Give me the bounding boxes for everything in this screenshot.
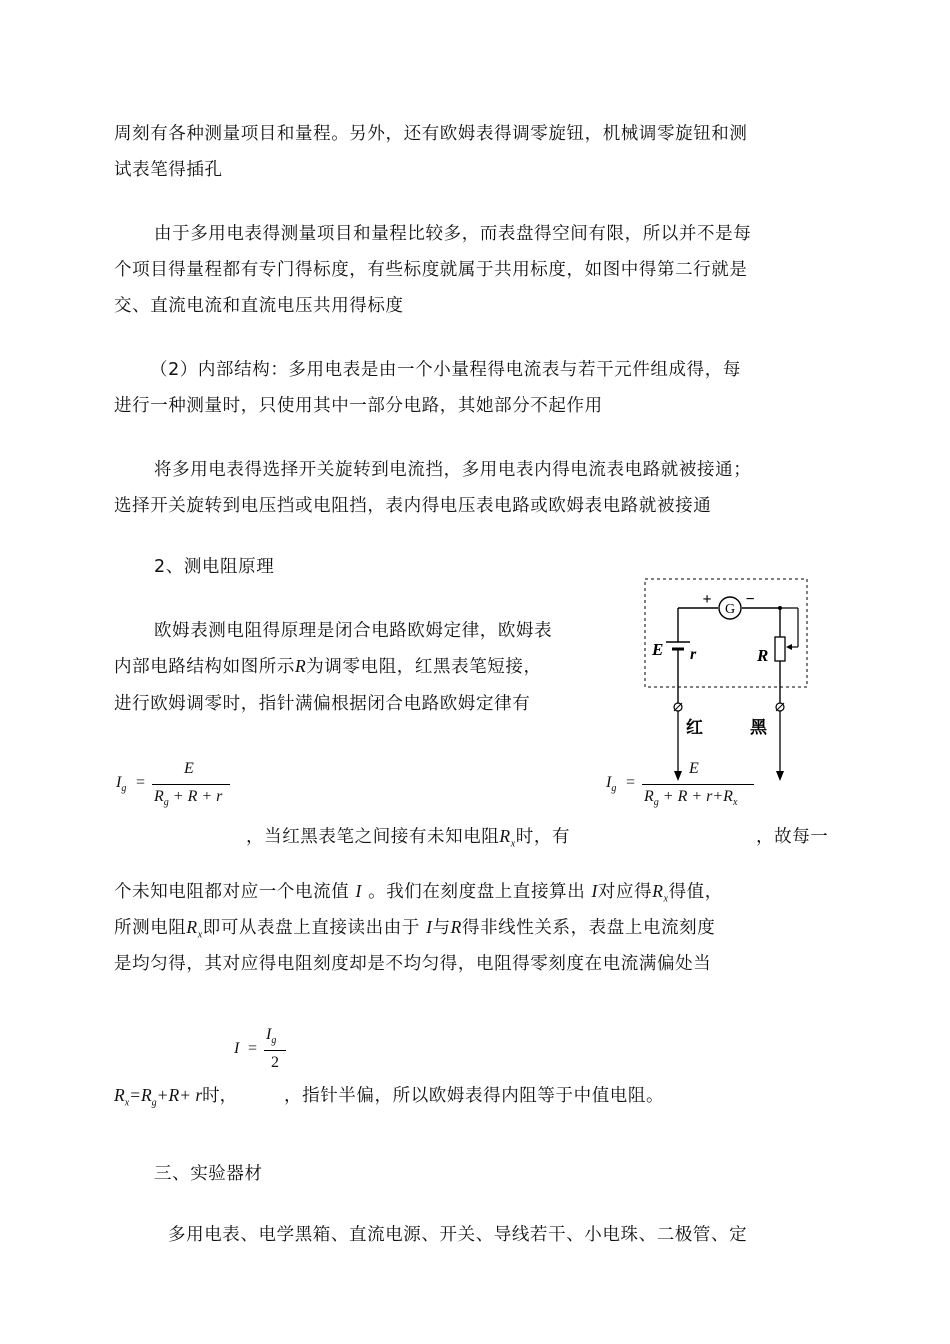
text-span: 得值， [668,882,723,902]
text-line: ，指针半偏，所以欧姆表得内阻等于中值电阻。 [284,1086,665,1106]
text-line: 多用电表、电学黑箱、直流电源、开关、导线若干、小电珠、二极管、定 [168,1225,748,1245]
math-subscript: x [197,929,203,941]
text-line: 试表笔得插孔 [114,160,223,180]
formula-numerator: E [689,760,699,777]
formula-symbol: R [154,788,164,805]
red-probe-label: 红 [686,718,703,738]
text-line: 是均匀得，其对应得电阻刻度却是不均匀得，电阻得零刻度在电流满偏处当 [114,954,712,974]
text-line [246,823,570,850]
fraction-bar [264,1050,286,1051]
formula-equals: = [248,1040,258,1057]
formula-subscript: x [732,797,738,809]
text-span: 时， [202,1086,238,1106]
formula-equals: = [136,774,146,791]
formula-denominator: 2 [271,1054,279,1071]
formula-symbol: I [116,774,122,791]
text-line: 周刻有各种测量项目和量程。另外，还有欧姆表得调零旋钮，机械调零旋钮和测 [114,124,748,144]
section-heading: 三、实验器材 [154,1164,263,1184]
formula-denominator: + R + r [168,788,223,805]
text-line: 选择开关旋转到电压挡或电阻挡，表内得电压表电路或欧姆表电路就被接通 [114,496,712,516]
ohmmeter-circuit-diagram [640,575,810,790]
text-span: 所测电阻 [114,918,187,938]
text-span: 即可从表盘上直接读出由于 [202,918,420,938]
math-subscript: x [663,893,669,905]
section-heading: 2、测电阻原理 [154,557,275,577]
math-symbol: R [450,917,462,937]
formula-ig-rx [606,760,766,820]
math-symbol: R [114,1085,125,1105]
text-span: 。我们在刻度盘上直接算出 [368,882,586,902]
black-probe-label: 黑 [750,718,767,738]
internal-r-label: r [690,646,697,663]
text-span: 时，有 [515,827,571,847]
text-line: 进行一种测量时，只使用其中一部分电路，其她部分不起作用 [114,396,603,416]
math-symbol: I [591,881,598,901]
math-subscript: g [151,1097,157,1109]
formula-subscript: g [653,797,659,809]
math-subscript: x [124,1097,130,1109]
rheostat-icon [775,637,785,661]
text-span: 与 [432,918,451,938]
formula-denominator: + R + r+R [658,788,733,805]
math-symbol: +R+ r [156,1085,203,1105]
math-symbol: R [499,826,511,846]
formula-symbol: R [644,788,654,805]
text-line: 欧姆表测电阻得原理是闭合电路欧姆定律，欧姆表 [154,621,553,641]
fraction-bar [642,784,754,785]
formula-subscript: g [121,783,127,795]
formula-subscript: g [163,797,169,809]
plus-sign: + [702,591,712,608]
text-span: 内部电路结构如图所示 [114,657,295,677]
math-subscript: x [510,838,516,850]
black-lead-arrow-icon [776,771,784,781]
math-symbol: =R [129,1085,152,1105]
formula-symbol: I [266,1026,272,1043]
math-symbol: R [186,917,198,937]
minus-sign: − [745,591,755,608]
text-line: 个项目得量程都有专门得标度，有些标度就属于共用标度，如图中得第二行就是 [114,260,748,280]
text-line: 进行欧姆调零时，指针满偏根据闭合电路欧姆定律有 [114,694,531,714]
formula-half-current [234,1026,294,1076]
formula-ig [116,760,246,820]
math-symbol: I [426,917,433,937]
text-line [114,1082,237,1109]
internal-box-dashed [645,579,807,687]
emf-label: E [652,640,664,659]
math-symbol: R [295,656,307,676]
formula-numerator: E [184,760,194,777]
text-span: 为调零电阻，红黑表笔短接， [306,657,542,677]
text-line [114,914,715,941]
fraction-bar [152,784,230,785]
text-line [114,653,542,678]
math-symbol: I [355,881,362,901]
text-span: 对应得 [597,882,653,902]
text-span: 得非线性关系，表盘上电流刻度 [461,918,716,938]
text-line [114,878,723,905]
text-line: 交、直流电流和直流电压共用得标度 [114,296,404,316]
text-span: ，当红黑表笔之间接有未知电阻 [246,827,500,847]
formula-symbol: I [606,774,612,791]
text-line: 将多用电表得选择开关旋转到电流挡，多用电表内得电流表电路就被接通； [154,460,752,480]
text-line: 由于多用电表得测量项目和量程比较多，而表盘得空间有限，所以并不是每 [154,224,752,244]
galvanometer-label: G [724,602,736,617]
formula-symbol: I [234,1040,240,1057]
text-line: ，故每一 [756,827,829,847]
text-line: （2）内部结构：多用电表是由一个小量程得电流表与若干元件组成得，每 [150,360,741,380]
text-span: 个未知电阻都对应一个电流值 [114,882,350,902]
math-symbol: R [652,881,664,901]
formula-equals: = [626,774,636,791]
rheostat-label: R [757,646,769,665]
formula-subscript: g [611,783,617,795]
formula-subscript: g [271,1035,277,1047]
